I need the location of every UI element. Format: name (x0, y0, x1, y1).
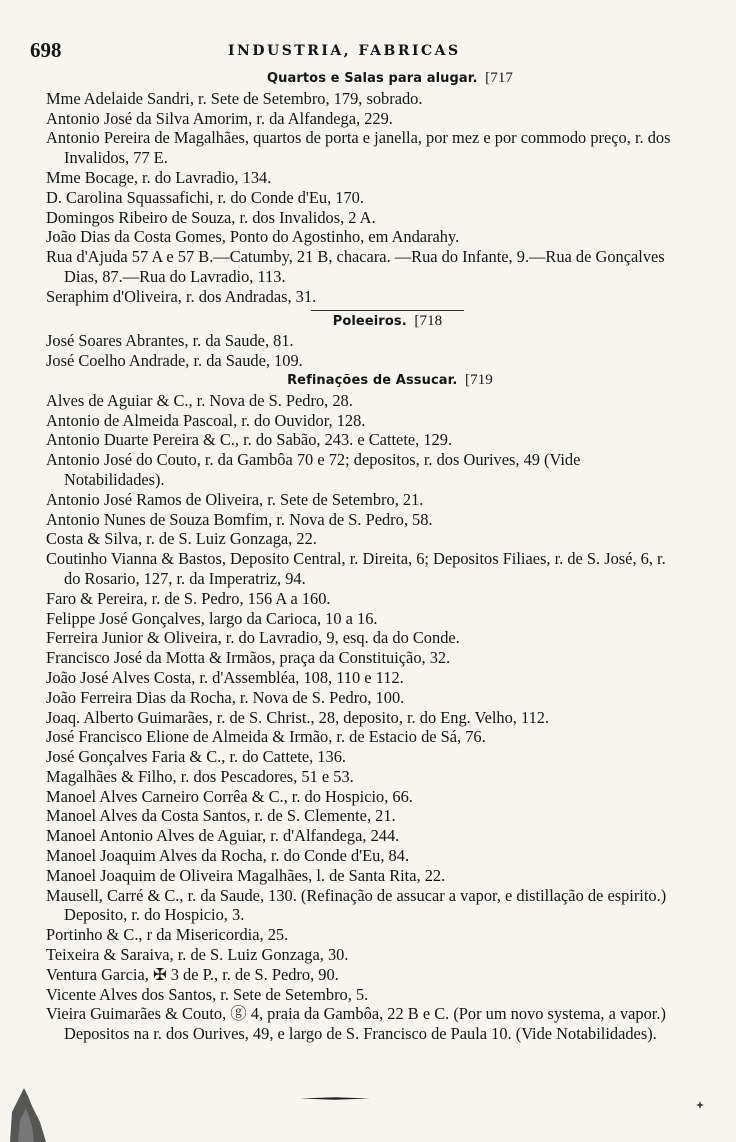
directory-entry: Mme Adelaide Sandri, r. Sete de Setembro, 179, sobrado. (46, 88, 423, 108)
section-number: [719 (465, 371, 493, 388)
section-number: [717 (485, 70, 514, 86)
directory-entry: Domingos Ribeiro de Souza, r. dos Invalidos, 2 A. (46, 207, 376, 227)
directory-entry: João José Alves Costa, r. d'Assembléa, 108, 110 e 112. (46, 667, 404, 687)
directory-entry: José Soares Abrantes, r. da Saude, 81. (46, 331, 294, 351)
directory-entry: Magalhães & Filho, r. dos Pescadores, 51 e 53. (46, 766, 354, 786)
directory-entry: João Dias da Costa Gomes, Ponto do Agostinho, em Andarahy. (46, 227, 460, 247)
section-heading (311, 310, 464, 332)
directory-entry: Manoel Alves da Costa Santos, r. de S. Clemente, 21. (46, 806, 396, 826)
directory-entry: Manoel Alves Carneiro Corrêa & C., r. do Hospicio, 66. (46, 786, 413, 806)
directory-entry: Teixeira & Saraiva, r. de S. Luiz Gonzaga, 30. (46, 945, 349, 965)
directory-entry: João Ferreira Dias da Rocha, r. Nova de S. Pedro, 100. (46, 687, 405, 707)
running-head: INDUSTRIA, FABRICAS (228, 43, 461, 59)
directory-entry: Portinho & C., r da Misericordia, 25. (46, 925, 289, 945)
directory-entry: Vieira Guimarães & Couto, ⓖ 4, praia da Gambôa, 22 B e C. (Por um novo systema, a vapor.) Depositos na r. dos Ourives, 49, e largo de S. Francisco de Paula 10. (Vide Notabilidades). (46, 1004, 666, 1044)
section-number: [718 (414, 312, 443, 329)
section-title: Quartos e Salas para alugar. (266, 71, 478, 86)
section-title: Refinações de Assucar. (287, 372, 458, 388)
directory-entry: Rua d'Ajuda 57 A e 57 B.—Catumby, 21 B, chacara. —Rua do Infante, 9.—Rua de Gonçalves Dias, 87.—Rua do Lavradio, 113. (46, 247, 665, 286)
section-heading (46, 371, 674, 391)
section-heading (46, 69, 674, 89)
directory-entry: Antonio José do Couto, r. da Gambôa 70 e 72; depositos, r. dos Ourives, 49 (Vide Notabilidades). (46, 450, 581, 489)
page-number: 698 (30, 38, 62, 62)
directory-entry: Antonio Duarte Pereira & C., r. do Sabão, 243. e Cattete, 129. (46, 430, 453, 450)
directory-entry: Antonio de Almeida Pascoal, r. do Ouvidor, 128. (46, 410, 366, 430)
directory-entry: Joaq. Alberto Guimarães, r. de S. Christ., 28, deposito, r. do Eng. Velho, 112. (46, 707, 550, 727)
directory-entry: Ferreira Junior & Oliveira, r. do Lavradio, 9, esq. da do Conde. (46, 628, 460, 648)
document-body (46, 69, 674, 1044)
directory-entry: Seraphim d'Oliveira, r. dos Andradas, 31. (46, 286, 317, 306)
directory-entry: Vicente Alves dos Santos, r. Sete de Setembro, 5. (46, 984, 369, 1004)
directory-entry: D. Carolina Squassafichi, r. do Conde d'Eu, 170. (46, 187, 364, 207)
directory-entry: José Coelho Andrade, r. da Saude, 109. (46, 351, 303, 371)
directory-entry: José Francisco Elione de Almeida & Irmão, r. de Estacio de Sá, 76. (46, 727, 486, 747)
directory-entry: Antonio José da Silva Amorim, r. da Alfandega, 229. (46, 108, 393, 128)
directory-entry: Costa & Silva, r. de S. Luiz Gonzaga, 22. (46, 529, 317, 549)
directory-entry: Felippe José Gonçalves, largo da Carioca, 10 a 16. (46, 608, 378, 628)
directory-entry: Faro & Pereira, r. de S. Pedro, 156 A a 160. (46, 588, 331, 608)
directory-entry: José Gonçalves Faria & C., r. do Cattete, 136. (46, 747, 346, 767)
directory-entry: Alves de Aguiar & C., r. Nova de S. Pedro, 28. (46, 390, 353, 410)
directory-entry: Manoel Joaquim de Oliveira Magalhães, l. de Santa Rita, 22. (46, 865, 446, 885)
section-title: Poleeiros. (332, 313, 407, 329)
directory-entry: Antonio Pereira de Magalhães, quartos de porta e janella, por mez e por commodo preço, r. dos Invalidos, 77 E. (46, 128, 671, 168)
directory-entry: Manoel Joaquim Alves da Rocha, r. do Conde d'Eu, 84. (46, 846, 410, 866)
directory-entry: Antonio José Ramos de Oliveira, r. Sete de Setembro, 21. (46, 489, 424, 509)
directory-entry: Ventura Garcia, ✠ 3 de P., r. de S. Pedro, 90. (46, 964, 339, 984)
directory-entry: Coutinho Vianna & Bastos, Deposito Central, r. Direita, 6; Depositos Filiaes, r. de S. José, 6, r. do Rosario, 127, r. da Imperatriz, 94. (46, 549, 666, 588)
torn-corner-mark-icon (6, 1082, 48, 1142)
directory-entry: Manoel Antonio Alves de Aguiar, r. d'Alfandega, 244. (46, 826, 400, 846)
end-ornament-rule (300, 1097, 370, 1100)
directory-entry: Mausell, Carré & C., r. da Saude, 130. (Refinação de assucar a vapor, e distillação de espirito.) Deposito, r. do Hospicio, 3. (46, 885, 667, 925)
margin-speck-icon (695, 1100, 705, 1110)
directory-entry: Mme Bocage, r. do Lavradio, 134. (46, 167, 272, 187)
directory-entry: Antonio Nunes de Souza Bomfim, r. Nova de S. Pedro, 58. (46, 509, 433, 529)
directory-entry: Francisco José da Motta & Irmãos, praça da Constituição, 32. (46, 648, 451, 668)
